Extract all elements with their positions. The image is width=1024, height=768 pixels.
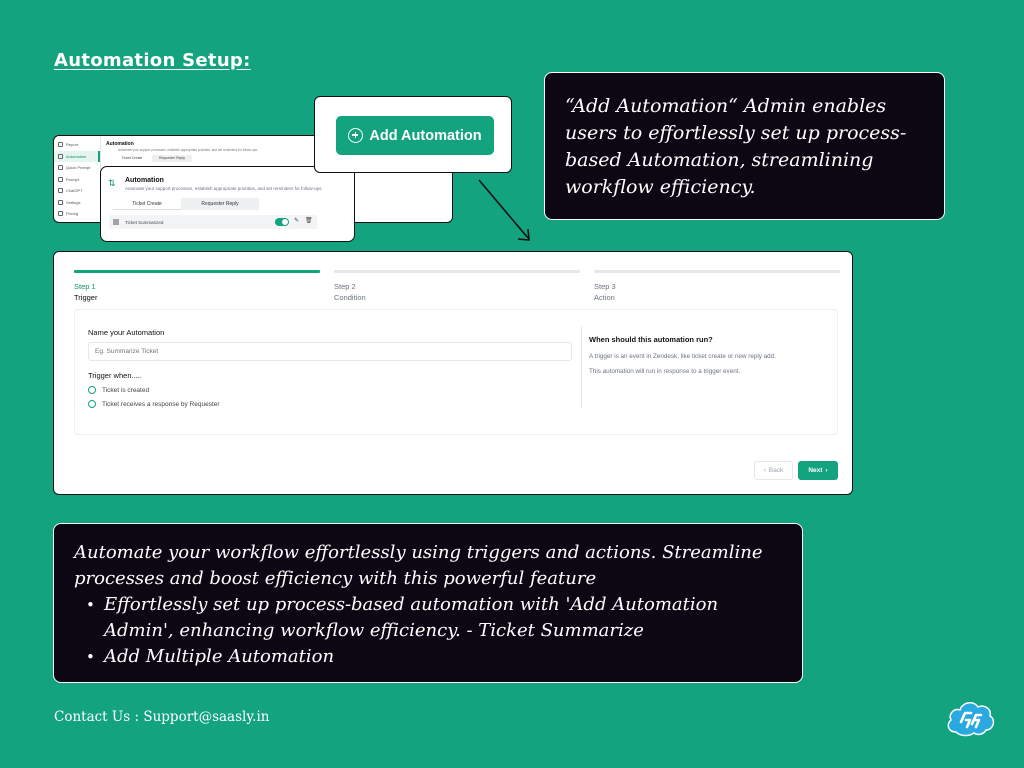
help-title: When should this automation run? — [589, 335, 713, 344]
saasly-logo — [944, 696, 996, 738]
tab-requester-reply[interactable]: Requester Reply — [181, 198, 259, 210]
help-text: A trigger is an event in Zendesk, like ticket create or new reply add. — [589, 353, 776, 360]
callout-top: “Add Automation“ Admin enables users to effortlessly set up process-based Automation, streamlining workflow efficiency. — [544, 72, 945, 220]
edit-icon[interactable]: ✎ — [294, 218, 300, 224]
mini-sidebar-label: Automation — [66, 153, 87, 159]
trigger-when-label: Trigger when..... — [88, 371, 142, 380]
feature-item: • Add Multiple Automation — [86, 644, 782, 670]
automation-icon: ⇅ — [108, 178, 116, 188]
help-text: This automation will run in response to a trigger event. — [589, 368, 741, 375]
trigger-option-ticket-created[interactable] — [88, 386, 149, 394]
radio-button[interactable] — [88, 400, 96, 408]
step-progress-bar — [594, 270, 840, 273]
automation-card-title: Automation — [125, 177, 164, 184]
automation-name-input[interactable] — [88, 342, 572, 361]
trigger-form — [74, 309, 838, 435]
step-name: Action — [594, 293, 615, 302]
step-progress-bar — [334, 270, 580, 273]
feature-list — [86, 592, 782, 670]
step-trigger[interactable] — [74, 270, 320, 302]
mini-tab-ticket-create[interactable]: Ticket Create — [121, 156, 143, 160]
callout-intro: Automate your workflow effortlessly using triggers and actions. Streamline processes and boost efficiency with this powerful feature — [74, 542, 763, 589]
automation-card-subtitle: Automate your support processes, establish appropriate priorities, and set reminders for follow-ups. — [125, 186, 323, 191]
mini-header: Automation — [106, 141, 134, 147]
form-divider — [581, 326, 582, 408]
step-name: Condition — [334, 293, 366, 302]
step-action[interactable] — [594, 270, 840, 302]
step-number: Step 1 — [74, 282, 96, 291]
callout-bottom — [53, 523, 803, 683]
chevron-right-icon: › — [825, 467, 828, 474]
mini-sidebar-label: ChatGPT — [66, 188, 83, 194]
trigger-option-label: Ticket receives a response by Requester — [102, 400, 220, 408]
step-number: Step 2 — [334, 282, 356, 291]
step-progress-bar — [74, 270, 320, 273]
back-button-label: Back — [768, 467, 784, 474]
mini-sidebar-label: Quick Prompt — [66, 165, 91, 171]
step-condition[interactable] — [334, 270, 580, 302]
trash-icon[interactable]: 🗑 — [305, 218, 313, 224]
page-title: Automation Setup: — [54, 50, 251, 71]
trigger-option-label: Ticket is created — [102, 386, 150, 394]
mini-sidebar-label: Pricing — [66, 211, 79, 217]
radio-button[interactable] — [88, 386, 96, 394]
next-button-label: Next — [808, 467, 823, 474]
automation-row-label: Ticket Summarized — [125, 219, 164, 225]
automation-wizard — [53, 251, 853, 495]
back-button[interactable] — [754, 461, 793, 480]
trigger-option-requester-response[interactable] — [88, 400, 220, 408]
step-name: Trigger — [74, 293, 98, 302]
mini-tab-requester-reply[interactable]: Requester Reply — [152, 155, 192, 162]
chevron-left-icon: ‹ — [763, 467, 766, 474]
feature-item: • Effortlessly set up process-based automation with 'Add Automation Admin', enhancing workflow efficiency. - Ticket Summarize — [86, 592, 782, 644]
contact-info: Contact Us : Support@saasly.in — [54, 709, 270, 725]
add-automation-label: Add Automation — [369, 127, 482, 144]
step-number: Step 3 — [594, 282, 616, 291]
mini-sidebar-label: Report — [66, 142, 79, 148]
tab-ticket-create[interactable]: Ticket Create — [113, 198, 181, 210]
mini-sidebar-label: Settings — [66, 199, 81, 205]
automation-name-label: Name your Automation — [88, 328, 165, 337]
next-button[interactable] — [798, 461, 838, 480]
mini-sidebar-label: Prompt — [66, 176, 79, 182]
mini-subtitle: Automate your support processes, establish appropriate priorities, and set reminders for follow-ups. — [118, 148, 258, 152]
